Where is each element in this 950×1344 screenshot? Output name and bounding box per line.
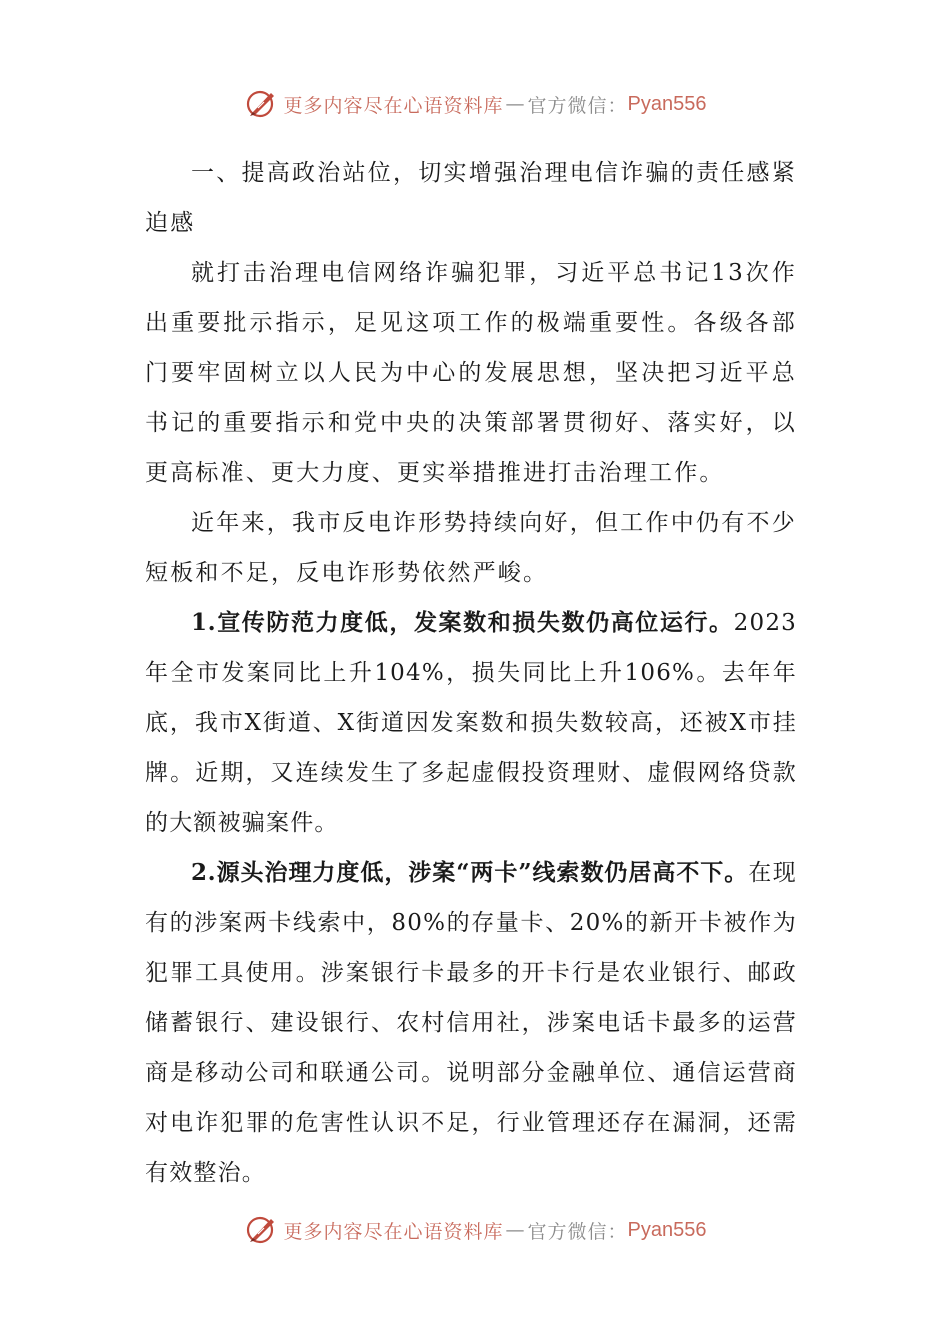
- quill-logo-icon: [244, 1212, 280, 1248]
- header-banner: [0, 84, 950, 124]
- item-2-title: 2.源头治理力度低，涉案“两卡”线索数仍居高不下。: [191, 859, 749, 886]
- banner-wechat-label: 官方微信：: [527, 94, 628, 117]
- item-1-text: 2023年全市发案同比上升104%，损失同比上升106%。去年年底，我市X街道、X街道因发案数和损失数较高，还被X市挂牌。近期，又连续发生了多起虚假投资理财、虚假网络贷款的大额被骗案件。: [145, 610, 797, 836]
- paragraph-instructions: 就打击治理电信网络诈骗犯罪，习近平总书记13次作出重要批示指示，足见这项工作的极端重要性。各级各部门要牢固树立以人民为中心的发展思想，坚决把习近平总书记的重要指示和党中央的决策部署贯彻好、落实好，以更高标准、更大力度、更实举措推进打击治理工作。: [145, 260, 797, 486]
- quill-logo-icon: [244, 86, 280, 122]
- banner-brand-text: 更多内容尽在心语资料库: [283, 94, 504, 117]
- banner-brand-text: 更多内容尽在心语资料库: [283, 1220, 504, 1243]
- footer-banner: [0, 1210, 950, 1250]
- document-body: [145, 148, 797, 1198]
- item-2-text: 在现有的涉案两卡线索中，80%的存量卡、20%的新开卡被作为犯罪工具使用。涉案银行卡最多的开卡行是农业银行、邮政储蓄银行、建设银行、农村信用社，涉案电话卡最多的运营商是移动公司和联通公司。说明部分金融单位、通信运营商对电诈犯罪的危害性认识不足，行业管理还存在漏洞，还需有效整治。: [145, 860, 797, 1186]
- banner-wechat-label: 官方微信：: [527, 1220, 628, 1243]
- item-1-paragraph: [145, 598, 797, 848]
- paragraph-situation: 近年来，我市反电诈形势持续向好，但工作中仍有不少短板和不足，反电诈形势依然严峻。: [145, 510, 797, 586]
- banner-dash: —: [505, 93, 526, 115]
- banner-wechat-id: Pyan556: [627, 1218, 707, 1241]
- section-heading: 一、提高政治站位，切实增强治理电信诈骗的责任感紧迫感: [145, 160, 797, 236]
- item-1-title: 1.宣传防范力度低，发案数和损失数仍高位运行。: [191, 609, 734, 636]
- footer-banner-text: [284, 1217, 707, 1244]
- item-2-paragraph: [145, 848, 797, 1198]
- banner-wechat-id: Pyan556: [627, 92, 707, 115]
- header-banner-text: [284, 91, 707, 118]
- banner-dash: —: [505, 1219, 526, 1241]
